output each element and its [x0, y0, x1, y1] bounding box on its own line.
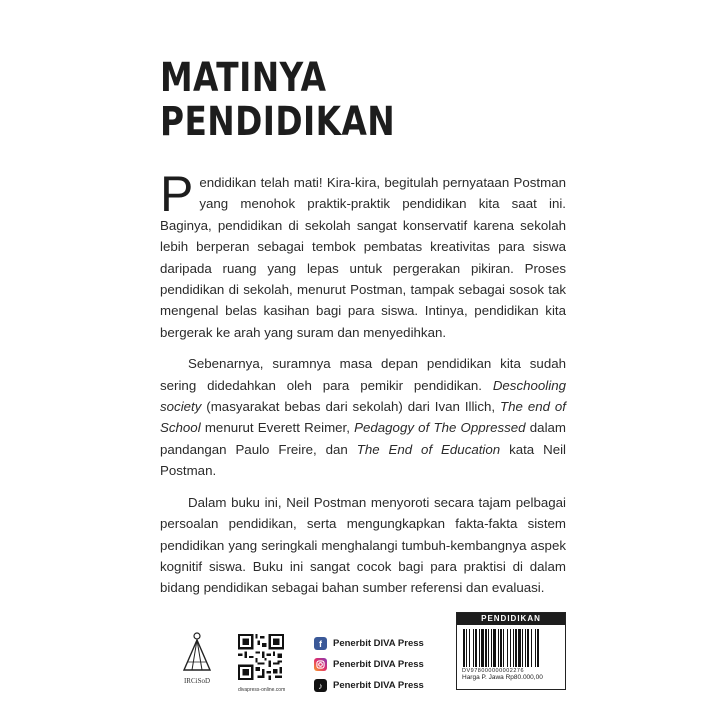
social-label: Penerbit DIVA Press	[333, 659, 424, 670]
barcode-bar	[473, 629, 474, 667]
barcode	[462, 629, 560, 667]
barcode-bar	[479, 629, 480, 667]
barcode-panel	[456, 612, 566, 690]
category-label: PENDIDIKAN	[457, 613, 565, 625]
barcode-bar	[535, 629, 536, 667]
drop-cap: P	[160, 166, 194, 222]
book-title	[160, 56, 395, 144]
blurb	[160, 166, 567, 609]
p2-title-4: The End of Education	[356, 441, 501, 457]
barcode-bar	[531, 629, 532, 667]
barcode-bar	[475, 629, 477, 667]
title-line-2: PENDIDIKAN	[160, 99, 396, 145]
social-label: Penerbit DIVA Press	[333, 638, 424, 649]
barcode-bar	[513, 629, 514, 667]
social-facebook[interactable]	[314, 633, 424, 654]
barcode-bar	[527, 629, 529, 667]
barcode-bar	[507, 629, 508, 667]
barcode-bar	[498, 629, 499, 667]
barcode-bar	[515, 629, 517, 667]
p2-title-2: The end of School	[160, 399, 567, 436]
social-links	[314, 633, 424, 696]
barcode-bar	[522, 629, 523, 667]
tiktok-icon: ♪	[314, 679, 327, 692]
barcode-bar	[493, 629, 496, 667]
qr-code-icon	[238, 634, 284, 680]
social-instagram[interactable]	[314, 654, 424, 675]
social-label: Penerbit DIVA Press	[333, 680, 424, 691]
barcode-bar	[537, 629, 539, 667]
qr-code[interactable]	[238, 634, 284, 693]
barcode-bar	[491, 629, 492, 667]
publisher-logo-text: IRCiSoD	[183, 677, 211, 685]
p2-text-b: (masyarakat bebas dari sekolah) dari Ivan Illich,	[201, 399, 501, 415]
qr-caption: divapress-online.com	[238, 687, 286, 693]
barcode-bar	[488, 629, 489, 667]
p2-text-e: kata Neil Postman.	[160, 441, 566, 479]
barcode-bar	[510, 629, 511, 667]
p2-text-c: menurut Everett Reimer,	[200, 420, 355, 436]
barcode-bar	[463, 629, 465, 667]
p2-text-d: dalam pandangan Paulo Freire, dan	[160, 420, 566, 457]
paragraph-1	[160, 166, 566, 343]
title-line-1: MATINYA	[160, 55, 327, 101]
paragraph-3: Dalam buku ini, Neil Postman menyoroti secara tajam pelbagai persoalan pendidikan, serta mengungkapkan fakta-fakta sistem pendidikan yang seringkali menghalangi tumbuh-kembangnya aspek kognitif siswa. Buku ini sangat cocok bagi para praktisi di dalam bidang pendidikan sebagai bahan sumber referensi dan evaluasi.	[160, 494, 566, 596]
pyramid-icon	[180, 632, 214, 676]
paragraph-1-text: endidikan telah mati! Kira-kira, begitulah pernyataan Postman yang menohok praktik-praktik pendidikan kita saat ini. Baginya, pendidikan di sekolah sangat konservatif karena sekolah lebih berperan sebagai tembok pembatas kreativitas para siswa daripada ruang yang lepas untuk pergerakan pikiran. Proses pendidikan di sekolah, menurut Postman, tampak sebagai sosok tak mengenal belas kasihan bagi para siswa. Intinya, pendidikan kita bergerak ke arah yang suram dan menyedihkan.	[160, 175, 566, 340]
barcode-bar	[481, 629, 484, 667]
barcode-bar	[500, 629, 502, 667]
paragraph-2	[160, 353, 566, 481]
barcode-bar	[518, 629, 521, 667]
barcode-bar	[525, 629, 526, 667]
barcode-bar	[503, 629, 504, 667]
barcode-bar	[469, 629, 470, 667]
instagram-icon	[314, 658, 327, 671]
barcode-bar	[466, 629, 467, 667]
p2-title-1: Deschooling society	[160, 377, 566, 415]
barcode-bar	[485, 629, 487, 667]
barcode-number: DV978000000002276	[462, 668, 525, 674]
social-tiktok[interactable]	[314, 675, 424, 696]
price-label: Harga P. Jawa Rp80.000,00	[462, 674, 543, 681]
p2-title-3: Pedagogy of The Oppressed	[354, 420, 526, 436]
barcode-icon	[462, 629, 560, 667]
publisher-logo	[180, 632, 214, 685]
p2-text-a: Sebenarnya, suramnya masa depan pendidikan kita sudah sering didedahkan oleh para pemikir pendidikan.	[160, 356, 566, 393]
facebook-icon: f	[314, 637, 327, 650]
